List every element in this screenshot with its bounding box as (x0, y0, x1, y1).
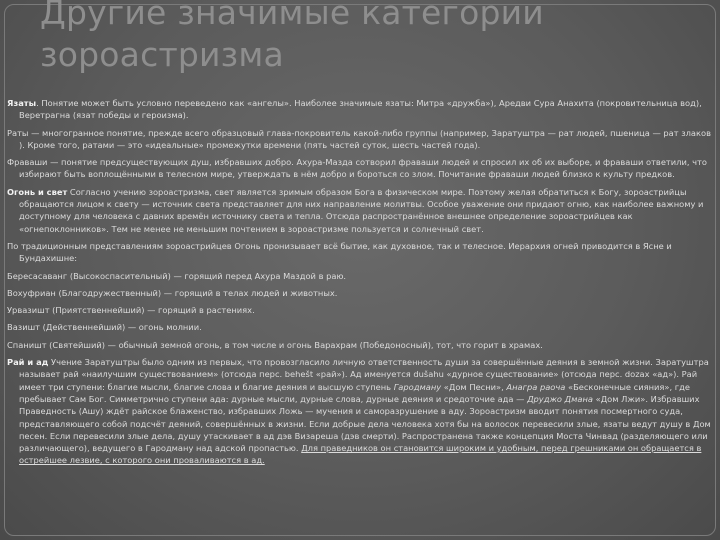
term-garodmanu: Гародману (393, 381, 442, 392)
paragraph-fire-light (7, 186, 711, 235)
fire-item: Вазишт (Действеннейший) — огонь молнии. (7, 322, 202, 333)
term-drujo-dmana: Друджо Дмана (527, 393, 593, 404)
paragraph-fire-hierarchy: По традиционным представлениям зороастрийцев Огонь пронизывает всё бытие, как духовное, так и телесное. Иерархия огней приводится в Ясне и Бундахишне: (7, 240, 672, 264)
paragraph-ratu: Раты — многогранное понятие, прежде всего образцовый глава-покровитель какой-либо группы (например, Заратуштра — рат людей, пшеница — рат злаков ). Кроме того, ратами — это «идеальные» промежутки времени (пять частей суток, шесть частей года). (7, 127, 711, 150)
paradise-text-a: Учение Заратуштры было одним из первых, что провозгласило личную ответственность души за совершённые деяния в земной жизни. Заратуштра называет рай «наилучшим существованием» (отсюда перс. behešt «рай»). Ад именуется dušahu «дурное существование» (отсюда перс. dozax «ад»). Рай имеет три ступени: благие мысли, благие слова и благие деяния и высшую ступень (19, 357, 709, 392)
term-anagra-raocha: Анагра раоча (506, 381, 566, 392)
paragraph-fravashi: Фраваши — понятие предсуществующих душ, избравших добро. Ахура-Мазда сотворил фраваши людей и спросил их об их выборе, и фраваши ответили, что избирают быть воплощёнными в телесном мире, утверждать в нём добро и бороться со злом. Почитание фраваши людей близко к культу предков. (7, 157, 707, 180)
fire-item: Бересасаванг (Высокоспасительный) — горящий перед Ахура Маздой в раю. (7, 270, 347, 281)
slide-title: Другие значимые категории зороастризма (40, 0, 544, 74)
paradise-underlined-text: Для праведников он становится широким и удобным, перед грешниками он обращается в острейшее лезвие, с которого они проваливаются в ад. (19, 443, 702, 466)
paradise-text-d: «Дом Лжи». Избравших Праведность (Ашу) ждёт райское блаженство, избравших Ложь — мучения и саморазрушение в аду. Зороастризм вводит понятия посмертного суда, представляющего собой подсчёт деяний, совершённых в жизни. Если добрые дела человека хотя бы на волосок перевесили злые, язаты ведут душу в Дом песен. Если перевесили злые дела, душу утаскивает в ад дэв Визареша (дэв смерти). Распространена также концепция Моста Чинвад (разделяющего или различающего), ведущего в Гародману над адской пропастью. (19, 393, 711, 454)
fire-item: Спаништ (Святейший) — обычный земной огонь, в том числе и огонь Варахрам (Победоносный), тот, что горит в храмах. (7, 339, 543, 350)
slide-body (7, 97, 711, 472)
paragraph-fire-light-text: Согласно учению зороастризма, свет является зримым образом Бога в физическом мире. Поэтому желая обратиться к Богу, зороастрийцы обращаются лицом к свету — источник света представляет для них направление молитвы. Особое уважение они придают огню, как наиболее важному и доступному для человека с давних времён источнику света и тепла. Отсюда распространённое внешнее определение зороастрийцев как «огнепоклонников». Тем не менее не меньшим почтением в зороастризме пользуется и солнечный свет. (19, 186, 704, 234)
term-paradise-hell: Рай и ад (7, 357, 49, 368)
term-yazaty: Язаты (7, 98, 37, 108)
paragraph-yazaty-text: . Понятие может быть условно переведено как «ангелы». Наиболее значимые язаты: Митра «дружба»), Аредви Сура Анахита (покровительница вод), Веретрагна (язат победы и героизма). (19, 98, 702, 121)
paragraph-yazaty (7, 97, 711, 122)
paradise-text-b: «Дом Песни», (441, 381, 507, 392)
fire-item: Вохуфриан (Благодружественный) — горящий в телах людей и животных. (7, 287, 338, 298)
term-fire-light: Огонь и свет (7, 186, 68, 197)
paradise-text-c: «Бесконечные сияния», где пребывает Сам Бог. Симметрично ступени ада: дурные мысли, дурные слова, дурные деяния и средоточие ада — (19, 381, 690, 404)
fire-item: Урвазишт (Приятственнейший) — горящий в растениях. (7, 305, 255, 316)
paragraph-paradise-hell (7, 356, 711, 467)
